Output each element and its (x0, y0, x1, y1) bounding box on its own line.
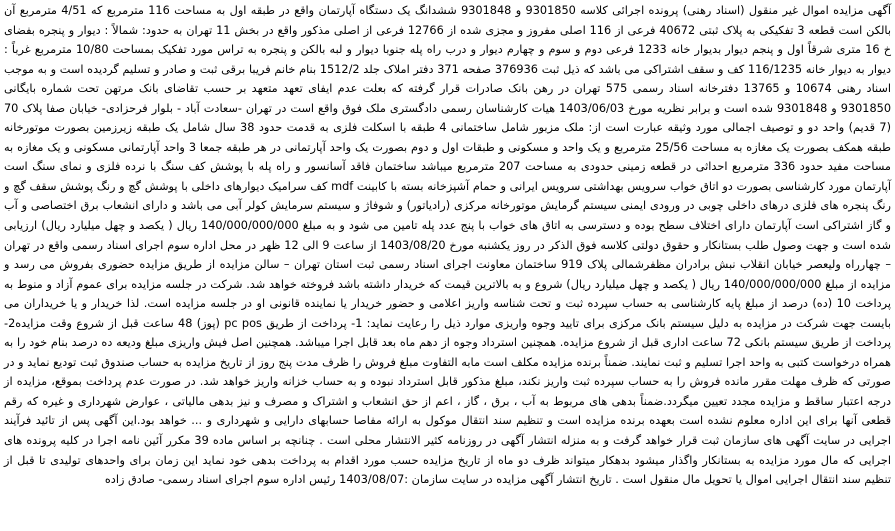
auction-notice-text: آگهی مزایده اموال غیر منقول (اسناد رهنی) پرونده اجرائی کلاسه 9301850 و 9301848 ششدانگ یک دستگاه آپارتمان واقع در طبقه اول به مساحت 116 مترمربع که 4/51 مترمربع آن بالکن است قطعه 3 تفکیکی به پلاک ثبتی 40672 فرعی از 116 اصلی مفروز و مجزی شده از 12766 فرعی از اصلی مذکور واقع در بخش 11 تهران به حدود: شمالاً : دیوار و پنجره بفضای خ 16 متری شرقاً اول و پنجم دیوار بدیوار خانه 1233 فرعی دوم و سوم و چهارم دیوار و درب راه پله جنوبا دیوار و لبه بالکن و پنجره به تراس مورد تفکیک بمساحت 10/80 مترمربع غرباً : دیوار به دیوار خانه 116/1235 کف و سقف اشتراکی می باشد که ذیل ثبت 376936 صفحه 371 دفتر املاک جلد 1512/2 بنام خانم فریبا برقی ثبت و صادر و تسلیم گردیده است و به موجب اسناد رهنی 10674 و 13765 دفترخانه اسناد رسمی 575 تهران در رهن بانک صادرات قرار گرفته که بعلت عدم ایفای تعهد متعهد بر حسب تقاضای بانک مرتهن تحت شماره بایگانی 9301850 و 9301848 شده است و برابر نظریه مورخ 1403/06/03 هیات کارشناسان رسمی دادگستری ملک فوق واقع است در تهران -سعادت آباد - بلوار فرحزادی- خیابان صفا پلاک 70 (7 قدیم) واحد دو و توصیف اجمالی مورد وثیقه عبارت است از: ملک مزبور شامل ساختمانی 4 طبقه با اسکلت فلزی به قدمت حدود 38 سال شامل یک طبقه زیرزمین بصورت موتورخانه طبقه همکف بصورت یک مغازه به مساحت 25/56 مترمربع و یک واحد و مسکونی و طبقات اول و دوم بصورت یک واحد آپارتمانی در هر طبقه جمعا 3 واحد آپارتمانی مسکونی و یک مغازه به مساحت مفید حدود 336 مترمربع احداثی در قطعه زمینی حدودی به مساحت 207 مترمربع میباشد ساختمان فاقد آسانسور و راه پله با پوشش کف سنگ با نرده فلزی و نمای سنگ است آپارتمان مورد کارشناسی بصورت دو اتاق خواب سرویس بهداشتی سرویس ایرانی و حمام آشپزخانه بسته با کابینت mdf کف سرامیک دیوارهای داخلی با پوشش گچ و رنگ پوشش سقف گچ و رنگ پنجره های فلزی درهای داخلی چوبی در ورودی ایمنی سیستم گرمایش موتورخانه مرکزی (رادیاتور) و شوفاژ و سیستم سرمایش کولر آبی می باشد و دارای انشعاب برق اختصاصی و آب و گاز اشتراکی است آپارتمان دارای اختلاف سطح بوده و دسترسی به اتاق های خواب با پنج عدد پله تامین می شود و به مبلغ 140/000/000/000 ریال ( یکصد و چهل میلیارد ریال) ارزیابی شده است و جهت وصول طلب بستانکار و حقوق دولتی کلاسه فوق الذکر در روز یکشنبه مورخ 1403/08/20 از ساعت 9 الی 12 ظهر در محل اداره سوم اجرای اسناد رسمی واقع در تهران – چهارراه ولیعصر خیابان انقلاب نبش برادران مظفرشمالی پلاک 919 ساختمان معاونت اجرای اسناد رسمی ثبت استان تهران – سالن مزایده از طریق مزایده حضوری بفروش می رسد و مزایده از مبلغ 140/000/000/000 ریال ( یکصد و چهل میلیارد ریال) شروع و به بالاترین قیمت که خریدار داشته باشد فروخته خواهد شد. شرکت در جلسه مزایده برای عموم آزاد و منوط به پرداخت 10 (ده) درصد از مبلغ پایه کارشناسی به حساب سپرده ثبت و تحت شناسه واریز اعلامی و حضور خریدار یا نماینده قانونی او در جلسه مزایده است. لذا خریدار و یا خریداران می بایست جهت شرکت در مزایده به دلیل سیستم بانک مرکزی برای تایید وجوه واریزی موارد ذیل را رعایت نماید: 1- پرداخت از طریق pc pos (پوز) 48 ساعت قبل از شروع وقت مزایده2- پرداخت از طریق سیستم بانکی 72 ساعت اداری قبل از شروع مزایده. همچنین استرداد وجوه از دهم ماه بعد قابل اجرا میباشد. همچنین اصل فیش واریزی مبلغ ودیعه ده درصد بنام خود را به همراه درخواست کتبی به واحد اجرا تسلیم و ثبت نمایند. ضمناً برنده مزایده مکلف است مابه التفاوت مبلغ فروش را ظرف مدت پنج روز از تاریخ مزایده به حساب صندوق ثبت تودیع نماید و در صورتی که ظرف مهلت مقرر مانده فروش را به حساب سپرده ثبت واریز نکند، مبلغ مذکور قابل استرداد نبوده و به حساب خزانه واریز خواهد شد. در صورت عدم پرداخت بموقع، مزایده از درجه اعتبار ساقط و مزایده مجدد تعیین میگردد.ضمناً بدهی های مربوط به آب ، برق ، گاز ، اعم از حق انشعاب و اشتراک و مصرف و نیز بدهی مالیاتی ، عوارض شهرداری و غیره که رقم قطعی آنها برای این اداره معلوم نشده است بعهده برنده مزایده است و تنظیم سند انتقال موکول به ارائه مفاصا حسابهای دارایی و شهرداری و ... خواهد بود.این آگهی پس از تائید فرآیند اجرایی در سایت آگهی های سازمان ثبت قرار خواهد گرفت و به منزله انتشار آگهی در روزنامه کثیر الانتشار محلی است . چنانچه بر اساس ماده 39 مکرر آئین نامه اجرا در کلیه پرونده های اجرایی که مال مورد مزایده به بستانکار واگذار میشود بدهکار میتواند ظرف دو ماه از تاریخ مزایده حسب مورد اقدام به پرداخت بدهی خود نماید این زمان برای واحدهای تولیدی تا قبل از تنظیم سند انتقال اجرایی اموال یا تحویل مال منقول است . تاریخ انتشار آگهی مزایده در سایت سازمان :1403/08/07 رئیس اداره سوم اجرای اسناد رسمی- صادق زاده (4, 4, 892, 487)
